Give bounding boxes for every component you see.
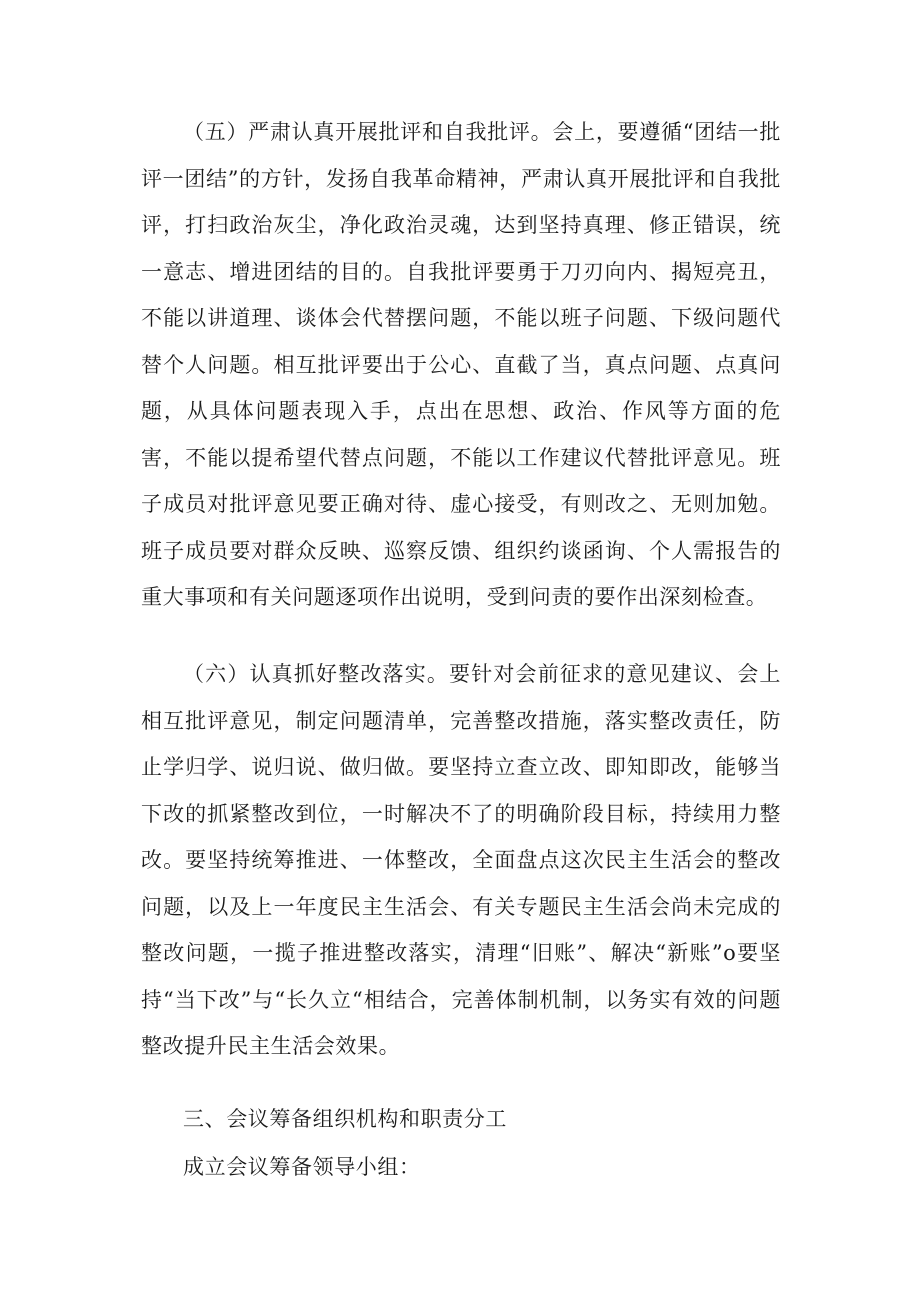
paragraph-criticism-self-criticism: （五）严肃认真开展批评和自我批评。会上，要遵循“团结一批评一团结”的方针，发扬自我革命精神，严肃认真开展批评和自我批评，打扫政治灰尘，净化政治灵魂，达到坚持真理、修正错误，统一意志、增进团结的目的。自我批评要勇于刀刃向内、揭短亮丑，不能以讲道理、谈体会代替摆问题，不能以班子问题、下级问题代替个人问题。相互批评要出于公心、直截了当，真点问题、点真问题，从具体问题表现入手，点出在思想、政治、作风等方面的危害，不能以提希望代替点问题，不能以工作建议代替批评意见。班子成员对批评意见要正确对待、虚心接受，有则改之、无则加勉。班子成员要对群众反映、巡察反馈、组织约谈函询、个人需报告的重大事项和有关问题逐项作出说明，受到问责的要作出深刻检查。	[141, 120, 781, 609]
section-heading: 三、会议筹备组织机构和职责分工	[183, 1107, 507, 1131]
paragraph-rectification: （六）认真抓好整改落实。要针对会前征求的意见建议、会上相互批评意见，制定问题清单，完善整改措施，落实整改责任，防止学归学、说归说、做归做。要坚持立查立改、即知即改，能够当下改的抓紧整改到位，一时解决不了的明确阶段目标，持续用力整改。要坚持统筹推进、一体整改，全面盘点这次民主生活会的整改问题，以及上一年度民主生活会、有关专题民主生活会尚未完成的整改问题，一揽子推进整改落实，清理“旧账”、解决“新账”o要坚持“当下改”与“长久立“相结合，完善体制机制，以务实有效的问题整改提升民主生活会效果。	[141, 662, 781, 1058]
section-first-line: 成立会议筹备领导小组：	[183, 1155, 421, 1179]
